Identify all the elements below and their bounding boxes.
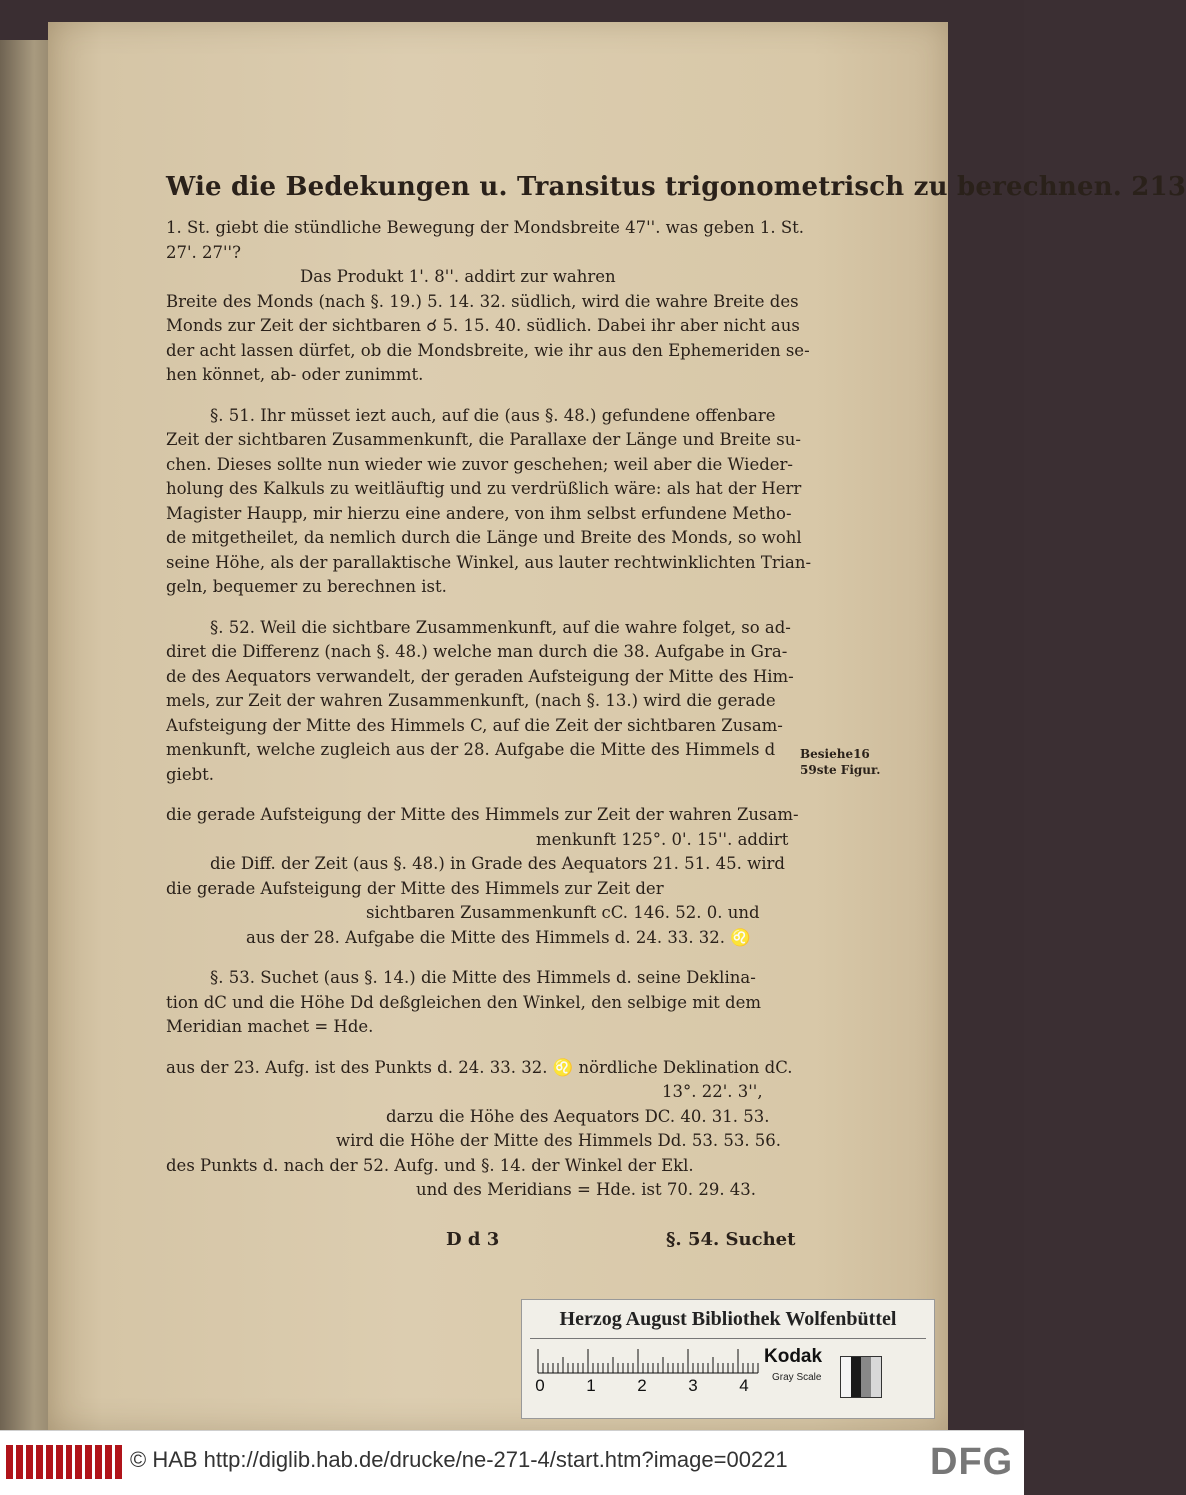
text-line: giebt.: [166, 764, 215, 784]
calc-line: 13°. 22'. 3'',: [662, 1082, 763, 1101]
gray-patch: [861, 1357, 871, 1397]
ruler-label: 1: [586, 1376, 596, 1395]
text-line: Magister Haupp, mir hierzu eine andere, von ihm selbst erfundene Metho-: [166, 503, 792, 523]
ruler-label: 4: [739, 1376, 749, 1395]
hab-stripe-logo: [6, 1445, 122, 1479]
kodak-logo: Kodak: [764, 1346, 823, 1367]
signature-mark: D d 3: [446, 1228, 500, 1250]
text-line: diret die Differenz (nach §. 48.) welche man durch die 38. Aufgabe in Gra-: [166, 642, 788, 661]
calc-line: die gerade Aufsteigung der Mitte des Himmels zur Zeit der wahren Zusam-: [166, 805, 799, 824]
gray-scale-label: Gray Scale: [772, 1372, 822, 1383]
viewer-footer: [0, 1430, 1024, 1495]
gray-patches: [840, 1356, 882, 1398]
text-line: Das Produkt 1'. 8''. addirt zur wahren: [300, 267, 616, 286]
library-name: Herzog August Bibliothek Wolfenbüttel: [559, 1308, 897, 1330]
gray-patch: [841, 1357, 851, 1397]
text-line: Zeit der sichtbaren Zusammenkunft, die Parallaxe der Länge und Breite su-: [166, 430, 801, 449]
paragraph-52: §. 52. Weil die sichtbare Zusammenkunft, auf die wahre folget, so ad-: [210, 617, 791, 637]
calc-line: aus der 28. Aufgabe die Mitte des Himmels d. 24. 33. 32. ♌: [246, 927, 751, 947]
calc-line: sichtbaren Zusammenkunft cC. 146. 52. 0. und: [366, 903, 760, 922]
text-line: Breite des Monds (nach §. 19.) 5. 14. 32. südlich, wird die wahre Breite des: [166, 291, 799, 311]
calc-line: darzu die Höhe des Aequators DC. 40. 31. 53.: [386, 1106, 770, 1126]
margin-note: Besiehe16 59ste Figur.: [800, 747, 881, 777]
paragraph-51: §. 51. Ihr müsset iezt auch, auf die (aus §. 48.) gefundene offenbare: [210, 405, 776, 425]
text-line: seine Höhe, als der parallaktische Winkel, aus lauter rechtwinklichten Trian-: [166, 552, 812, 572]
ruler-label: 0: [535, 1376, 545, 1395]
text-line: geln, bequemer zu berechnen ist.: [166, 577, 447, 596]
source-credit-link[interactable]: © HAB http://diglib.hab.de/drucke/ne-271-4/start.htm?image=00221: [130, 1447, 788, 1472]
text-line: chen. Dieses sollte nun wieder wie zuvor geschehen; weil aber die Wieder-: [166, 454, 794, 474]
ruler-label: 3: [688, 1376, 698, 1395]
text-line: 1. St. giebt die stündliche Bewegung der Mondsbreite 47''. was geben 1. St.: [166, 218, 805, 237]
text-line: mels, zur Zeit der wahren Zusammenkunft, (nach §. 13.) wird die gerade: [166, 691, 776, 710]
text-line: holung des Kalkuls zu weitläuftig und zu verdrüßlich wäre: als hat der Herr: [166, 479, 802, 498]
dfg-logo: DFG: [930, 1441, 1014, 1483]
running-head: Wie die Bedekungen u. Transitus trigonometrisch zu berechnen. 213: [166, 172, 1186, 202]
calc-line: und des Meridians = Hde. ist 70. 29. 43.: [416, 1180, 757, 1199]
card-divider: [530, 1338, 926, 1339]
calc-line: die Diff. der Zeit (aus §. 48.) in Grade des Aequators 21. 51. 45. wird: [210, 854, 785, 873]
calc-line: aus der 23. Aufg. ist des Punkts d. 24. 33. 32. ♌ nördliche Deklination dC.: [166, 1057, 793, 1077]
ruler-label: 2: [637, 1376, 647, 1395]
text-line: 27'. 27''?: [166, 242, 241, 262]
calc-line: menkunft 125°. 0'. 15''. addirt: [536, 829, 789, 849]
calc-line: wird die Höhe der Mitte des Himmels Dd. 53. 53. 56.: [336, 1131, 782, 1150]
page-footer-line: [166, 1229, 816, 1259]
calc-line: des Punkts d. nach der 52. Aufg. und §. 14. der Winkel der Ekl.: [166, 1155, 694, 1175]
catchword: §. 54. Suchet: [666, 1228, 796, 1250]
text-line: de des Aequators verwandelt, der geraden Aufsteigung der Mitte des Him-: [166, 666, 794, 686]
text-line: menkunft, welche zugleich aus der 28. Aufgabe die Mitte des Himmels d: [166, 740, 776, 759]
book-page: [48, 22, 1186, 1430]
calc-line: die gerade Aufsteigung der Mitte des Himmels zur Zeit der: [166, 878, 664, 898]
gray-patch: [871, 1357, 881, 1397]
paragraph-53: §. 53. Suchet (aus §. 14.) die Mitte des Himmels d. seine Deklina-: [210, 968, 756, 987]
color-card: [521, 1299, 935, 1419]
text-line: Aufsteigung der Mitte des Himmels C, auf die Zeit der sichtbaren Zusam-: [166, 715, 783, 735]
gray-patch: [851, 1357, 861, 1397]
text-line: de mitgetheilet, da nemlich durch die Länge und Breite des Monds, so wohl: [166, 528, 802, 547]
text-line: der acht lassen dürfet, ob die Mondsbreite, wie ihr aus den Ephemeriden se-: [166, 340, 810, 360]
text-line: hen könnet, ab- oder zunimmt.: [166, 365, 424, 384]
text-line: tion dC und die Höhe Dd deßgleichen den Winkel, den selbige mit dem: [166, 992, 761, 1012]
ruler-scale: [538, 1348, 758, 1374]
text-line: Meridian machet = Hde.: [166, 1017, 374, 1036]
text-line: Monds zur Zeit der sichtbaren ☌ 5. 15. 40. südlich. Dabei ihr aber nicht aus: [166, 316, 800, 335]
ruler-labels: [530, 1376, 766, 1398]
